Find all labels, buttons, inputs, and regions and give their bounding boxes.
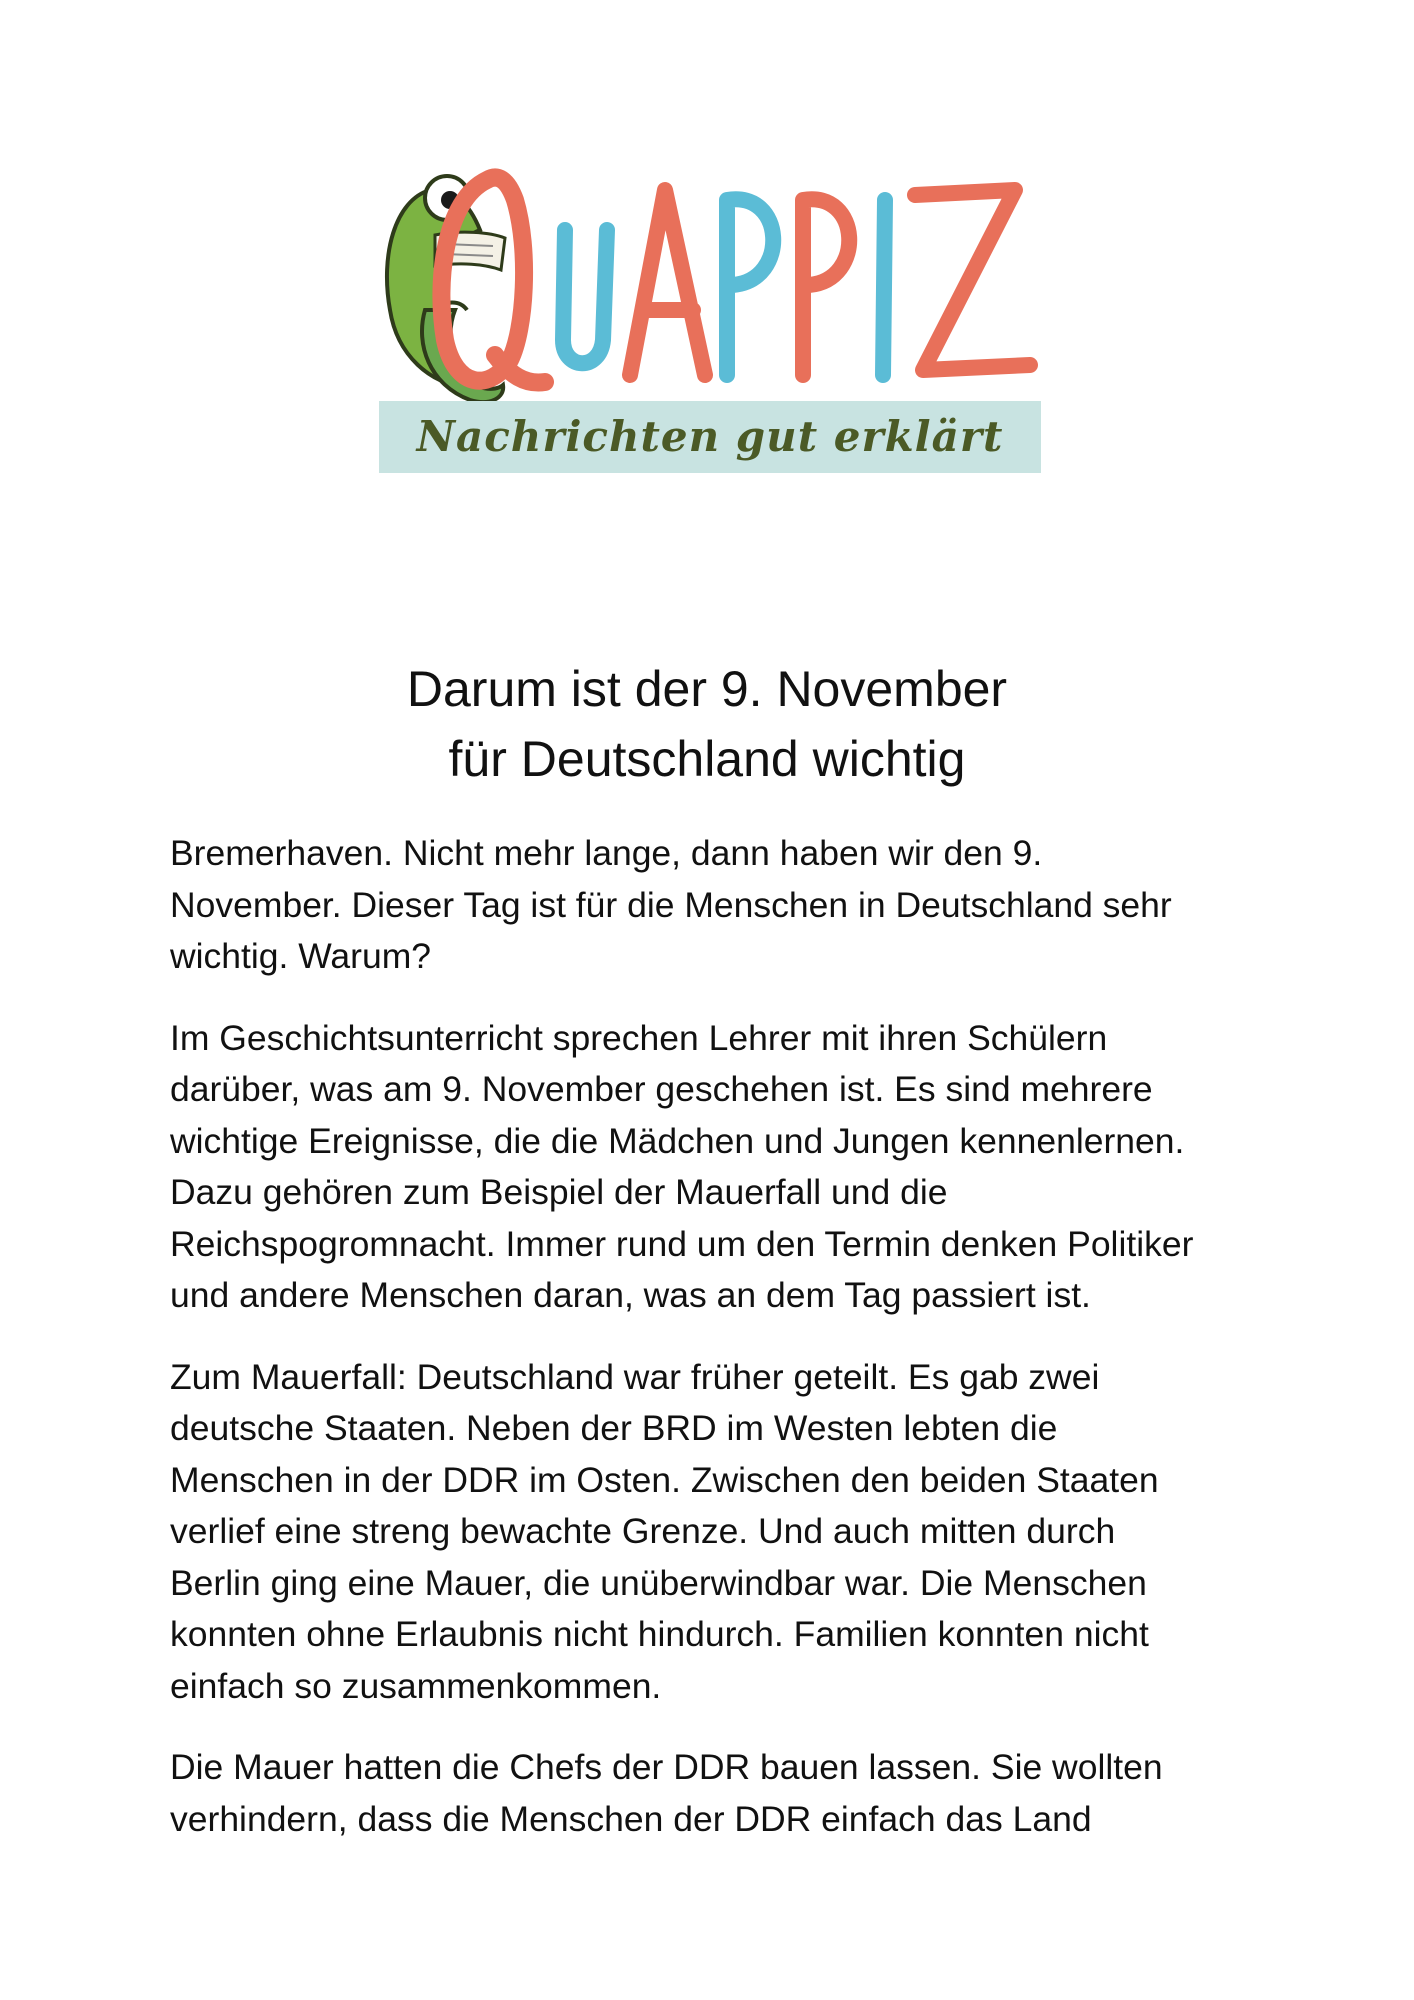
letter-u [563, 230, 607, 363]
text-line: Die Mauer hatten die Chefs der DDR bauen lassen. Sie wollten [170, 1747, 1163, 1787]
paragraph-1 [170, 828, 1270, 983]
article-body [170, 828, 1270, 1875]
letter-p2 [803, 199, 849, 375]
text-line: wichtig. Warum? [170, 936, 432, 976]
text-line: Menschen in der DDR im Osten. Zwischen den beiden Staaten [170, 1459, 1159, 1500]
text-line: Zum Mauerfall: Deutschland war früher geteilt. Es gab zwei [170, 1356, 1100, 1397]
title-line: Darum ist der 9. November [406, 661, 1008, 717]
title-line: für Deutschland wichtig [448, 731, 966, 787]
text-line: verhindern, dass die Menschen der DDR einfach das Land [170, 1798, 1092, 1839]
letter-p1 [727, 199, 773, 375]
text-line: deutsche Staaten. Neben der BRD im Westen lebten die [170, 1408, 1058, 1448]
text-line: Bremerhaven. Nicht mehr lange, dann haben wir den 9. [170, 833, 1043, 873]
text-line: einfach so zusammenkommen. [170, 1665, 662, 1706]
text-line: wichtige Ereignisse, die die Mädchen und Jungen kennenlernen. [170, 1120, 1185, 1161]
text-line: Reichspogromnacht. Immer rund um den Termin denken Politiker [170, 1223, 1194, 1264]
letter-z [915, 190, 1030, 370]
paragraph-4 [170, 1742, 1270, 1845]
text-line: verlief eine streng bewachte Grenze. Und auch mitten durch [170, 1511, 1116, 1551]
paragraph-2 [170, 1013, 1270, 1322]
quappiz-logo [375, 160, 1045, 480]
letter-q [441, 177, 545, 382]
letter-i [883, 200, 885, 375]
logo-letters [441, 177, 1030, 382]
article-title [0, 654, 1414, 794]
text-line: Berlin ging eine Mauer, die unüberwindbar war. Die Menschen [170, 1562, 1147, 1603]
text-line: konnten ohne Erlaubnis nicht hindurch. Familien konnten nicht [170, 1614, 1149, 1654]
text-line: Dazu gehören zum Beispiel der Mauerfall und die [170, 1172, 948, 1212]
text-line: und andere Menschen daran, was an dem Tag passiert ist. [170, 1275, 1091, 1315]
text-line: November. Dieser Tag ist für die Menschen in Deutschland sehr [170, 884, 1172, 925]
text-line: Im Geschichtsunterricht sprechen Lehrer mit ihren Schülern [170, 1017, 1108, 1058]
paragraph-3 [170, 1352, 1270, 1713]
letter-a [630, 190, 705, 375]
logo-tagline: Nachrichten gut erklärt [416, 412, 1004, 461]
text-line: darüber, was am 9. November geschehen ist. Es sind mehrere [170, 1069, 1153, 1109]
